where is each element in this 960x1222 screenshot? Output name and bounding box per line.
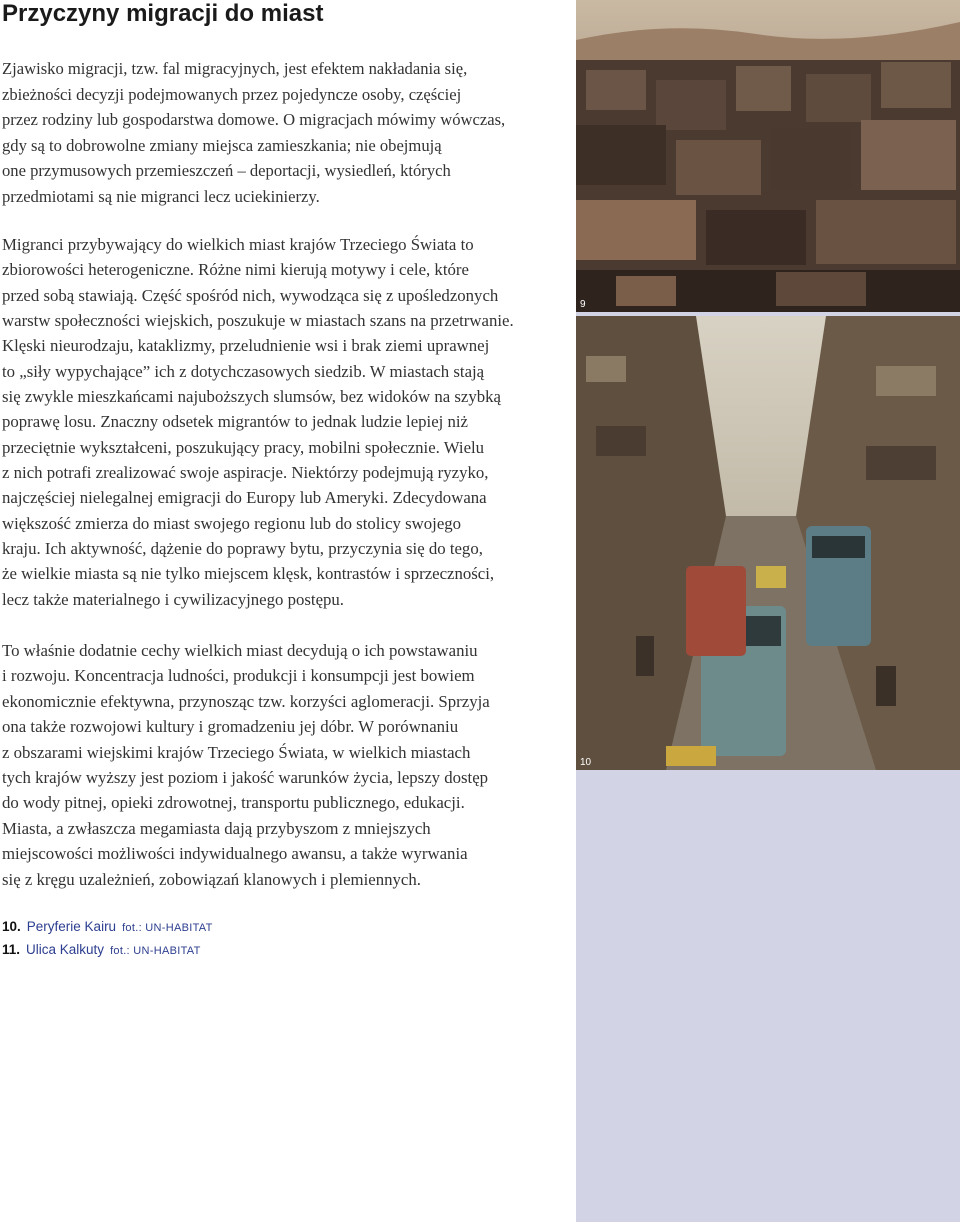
photo-cairo-outskirts	[576, 0, 960, 312]
paragraph-line: to „siły wypychające” ich z dotychczasowych siedzib. W miastach stają	[2, 361, 485, 381]
paragraph-line: większość zmierza do miast swojego regionu lub do stolicy swojego	[2, 513, 462, 533]
paragraph-line: przedmiotami są nie migranci lecz uciekinierzy.	[2, 186, 320, 206]
paragraph-line: Migranci przybywający do wielkich miast krajów Trzeciego Świata to	[2, 235, 474, 254]
caption-number: 11.	[2, 942, 21, 957]
paragraph-line: że wielkie miasta są nie tylko miejscem klęsk, kontrastów i sprzeczności,	[2, 564, 495, 584]
caption-credit: fot.: UN-HABITAT	[122, 922, 213, 934]
paragraph-line: najczęściej nielegalnej emigracji do Europy lub Ameryki. Zdecydowana	[2, 488, 487, 508]
caption-text: Ulica Kalkuty	[26, 942, 105, 957]
figure-captions	[2, 916, 213, 962]
paragraph-line: do wody pitnej, opieki zdrowotnej, transportu publicznego, edukacji.	[2, 793, 465, 813]
photo-label-9: 9	[580, 299, 586, 310]
caption-number: 10.	[2, 919, 21, 934]
paragraph-1	[2, 56, 505, 209]
photo-cairo-image	[576, 0, 960, 312]
paragraph-line: miejscowości możliwości indywidualnego awansu, a także wyrwania	[2, 844, 468, 864]
paragraph-line: ona także rozwojowi kultury i gromadzeniu jej dóbr. W porównaniu	[2, 717, 459, 737]
paragraph-line: przed sobą stawiają. Część spośród nich, wywodząca się z upośledzonych	[2, 285, 499, 305]
photo-kolkata-street	[576, 316, 960, 770]
paragraph-line: zbieżności decyzji podejmowanych przez pojedyncze osoby, częściej	[2, 84, 462, 104]
paragraph-line: lecz także materialnego i cywilizacyjnego postępu.	[2, 589, 344, 609]
paragraph-line: warstw społeczności wiejskich, poszukuje w miastach szans na przetrwanie.	[2, 311, 514, 331]
caption-text: Peryferie Kairu	[26, 919, 117, 934]
paragraph-line: przez rodziny lub gospodarstwa domowe. O migracjach mówimy wówczas,	[2, 110, 506, 129]
photo-label-10: 10	[580, 757, 592, 768]
caption-11	[2, 939, 213, 962]
paragraph-line: one przymusowych przemieszczeń – deportacji, wysiedleń, których	[2, 161, 451, 180]
paragraph-line: z obszarami wiejskimi krajów Trzeciego Świata, w wielkich miastach	[2, 742, 471, 762]
paragraph-line: Miasta, a zwłaszcza megamiasta dają przybyszom z mniejszych	[2, 818, 431, 838]
paragraph-3	[2, 638, 490, 892]
paragraph-line: To właśnie dodatnie cechy wielkich miast decydują o ich powstawaniu	[2, 641, 478, 660]
paragraph-line: tych krajów wyższy jest poziom i jakość warunków życia, lepszy dostęp	[2, 768, 489, 788]
paragraph-line: gdy są to dobrowolne zmiany miejsca zamieszkania; nie obejmują	[2, 135, 442, 155]
paragraph-line: się z kręgu uzależnień, zobowiązań klanowych i plemiennych.	[2, 869, 421, 889]
paragraph-line: kraju. Ich aktywność, dążenie do poprawy bytu, przyczynia się do tego,	[2, 539, 483, 559]
page-title: Przyczyny migracji do miast	[2, 0, 324, 27]
caption-credit: fot.: UN-HABITAT	[110, 945, 201, 957]
paragraph-line: ekonomicznie efektywna, przynosząc tzw. korzyści aglomeracji. Sprzyja	[2, 691, 490, 711]
caption-10	[2, 916, 213, 939]
paragraph-line: Klęski nieurodzaju, kataklizmy, przeludnienie wsi i brak ziemi uprawnej	[2, 336, 490, 356]
paragraph-line: przeciętnie wykształceni, poszukujący pracy, mobilni społecznie. Wielu	[2, 437, 485, 457]
photo-kolkata-image	[576, 316, 960, 770]
paragraph-line: z nich potrafi zrealizować swoje aspiracje. Niektórzy podejmują ryzyko,	[2, 463, 489, 483]
paragraph-line: poprawę losu. Znaczny odsetek migrantów to jednak ludzie lepiej niż	[2, 412, 468, 432]
paragraph-line: Zjawisko migracji, tzw. fal migracyjnych, jest efektem nakładania się,	[2, 59, 468, 78]
paragraph-line: się zwykle mieszkańcami najuboższych slumsów, bez widoków na szybką	[2, 387, 501, 407]
paragraph-line: zbiorowości heterogeniczne. Różne nimi kierują motywy i cele, które	[2, 260, 469, 280]
paragraph-2	[2, 232, 514, 612]
paragraph-line: i rozwoju. Koncentracja ludności, produkcji i konsumpcji jest bowiem	[2, 666, 475, 686]
